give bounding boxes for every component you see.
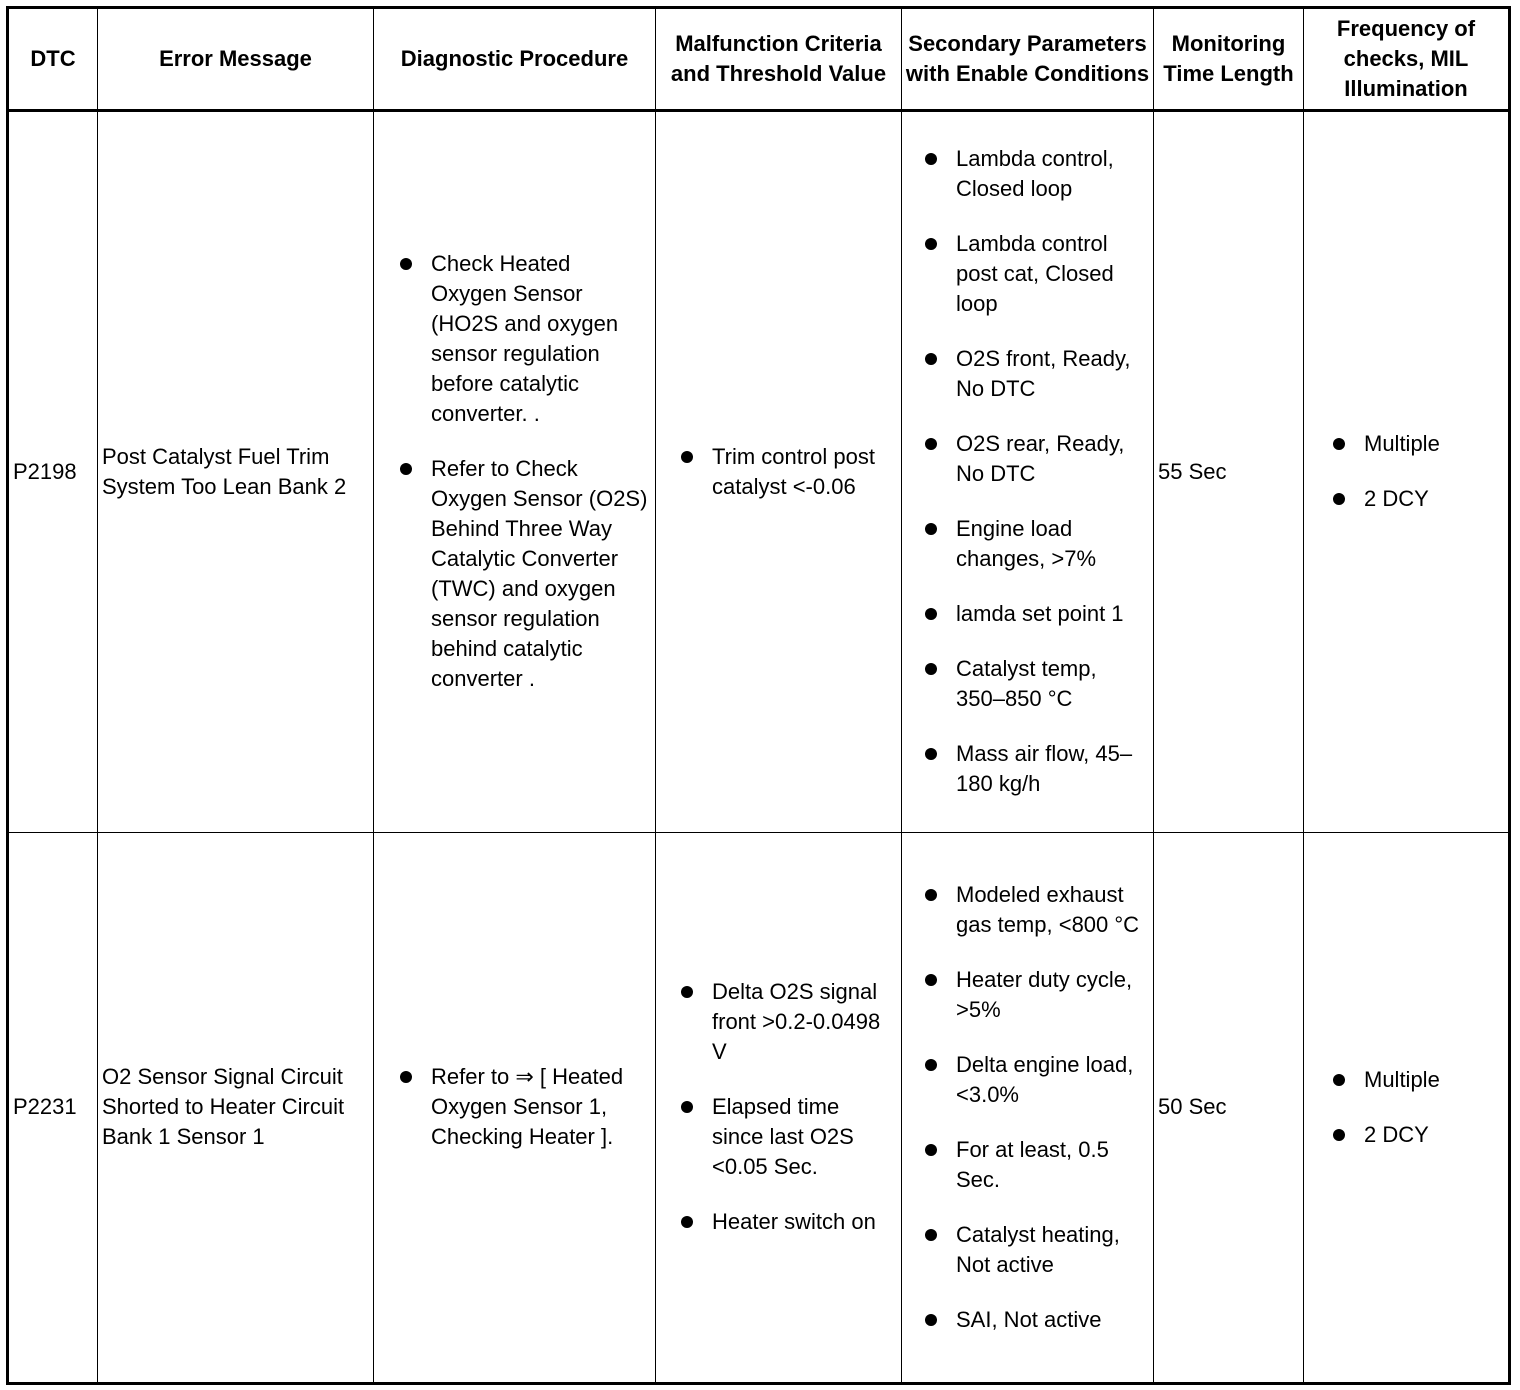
dtc-table [6,6,1511,1385]
diagnostic-procedure-list [399,1062,651,1152]
error-message: O2 Sensor Signal Circuit Shorted to Heater Circuit Bank 1 Sensor 1 [98,832,374,1383]
list-item: 2 DCY [1332,484,1502,514]
list-item: O2S front, Ready, No DTC [924,344,1147,404]
frequency-list [1332,429,1504,514]
secondary-parameters-list [924,880,1149,1335]
list-item: O2S rear, Ready, No DTC [924,429,1147,489]
header-row [8,8,1510,111]
error-message: Post Catalyst Fuel Trim System Too Lean Bank 2 [98,111,374,833]
list-item: Multiple [1332,1065,1502,1095]
table-row [8,111,1510,833]
list-item: Heater switch on [680,1207,895,1237]
frequency-cell [1304,111,1510,833]
header-dtc: DTC [8,8,98,111]
dtc-code: P2198 [8,111,98,833]
diagnostic-procedure-cell [374,832,656,1383]
header-monitoring-time: Monitoring Time Length [1154,8,1304,111]
secondary-parameters-list [924,144,1149,799]
frequency-list [1332,1065,1504,1150]
list-item: Modeled exhaust gas temp, <800 °C [924,880,1147,940]
secondary-parameters-cell [902,111,1154,833]
list-item: For at least, 0.5 Sec. [924,1135,1147,1195]
monitoring-time: 50 Sec [1154,832,1304,1383]
secondary-parameters-cell [902,832,1154,1383]
list-item: Lambda control post cat, Closed loop [924,229,1147,319]
list-item: SAI, Not active [924,1305,1147,1335]
list-item: Trim control post catalyst <-0.06 [680,442,895,502]
list-item: lamda set point 1 [924,599,1147,629]
table-row [8,832,1510,1383]
list-item: Refer to ⇒ [ Heated Oxygen Sensor 1, Checking Heater ]. [399,1062,649,1152]
diagnostic-procedure-list [399,249,651,694]
list-item: 2 DCY [1332,1120,1502,1150]
list-item: Refer to Check Oxygen Sensor (O2S) Behind Three Way Catalytic Converter (TWC) and oxygen sensor regulation behind catalytic converter . [399,454,649,694]
list-item: Elapsed time since last O2S <0.05 Sec. [680,1092,895,1182]
list-item: Catalyst temp, 350–850 °C [924,654,1147,714]
list-item: Lambda control, Closed loop [924,144,1147,204]
list-item: Mass air flow, 45–180 kg/h [924,739,1147,799]
malfunction-cell [656,111,902,833]
list-item: Catalyst heating, Not active [924,1220,1147,1280]
header-diagnostic-procedure: Diagnostic Procedure [374,8,656,111]
malfunction-list [680,977,897,1237]
malfunction-cell [656,832,902,1383]
malfunction-list [680,442,897,502]
header-malfunction-criteria: Malfunction Criteria and Threshold Value [656,8,902,111]
list-item: Delta O2S signal front >0.2-0.0498 V [680,977,895,1067]
header-secondary-parameters: Secondary Parameters with Enable Conditions [902,8,1154,111]
list-item: Engine load changes, >7% [924,514,1147,574]
monitoring-time: 55 Sec [1154,111,1304,833]
header-frequency: Frequency of checks, MIL Illumination [1304,8,1510,111]
frequency-cell [1304,832,1510,1383]
list-item: Heater duty cycle, >5% [924,965,1147,1025]
list-item: Delta engine load, <3.0% [924,1050,1147,1110]
header-error-message: Error Message [98,8,374,111]
diagnostic-procedure-cell [374,111,656,833]
list-item: Multiple [1332,429,1502,459]
list-item: Check Heated Oxygen Sensor (HO2S and oxygen sensor regulation before catalytic converter. . [399,249,649,429]
dtc-code: P2231 [8,832,98,1383]
